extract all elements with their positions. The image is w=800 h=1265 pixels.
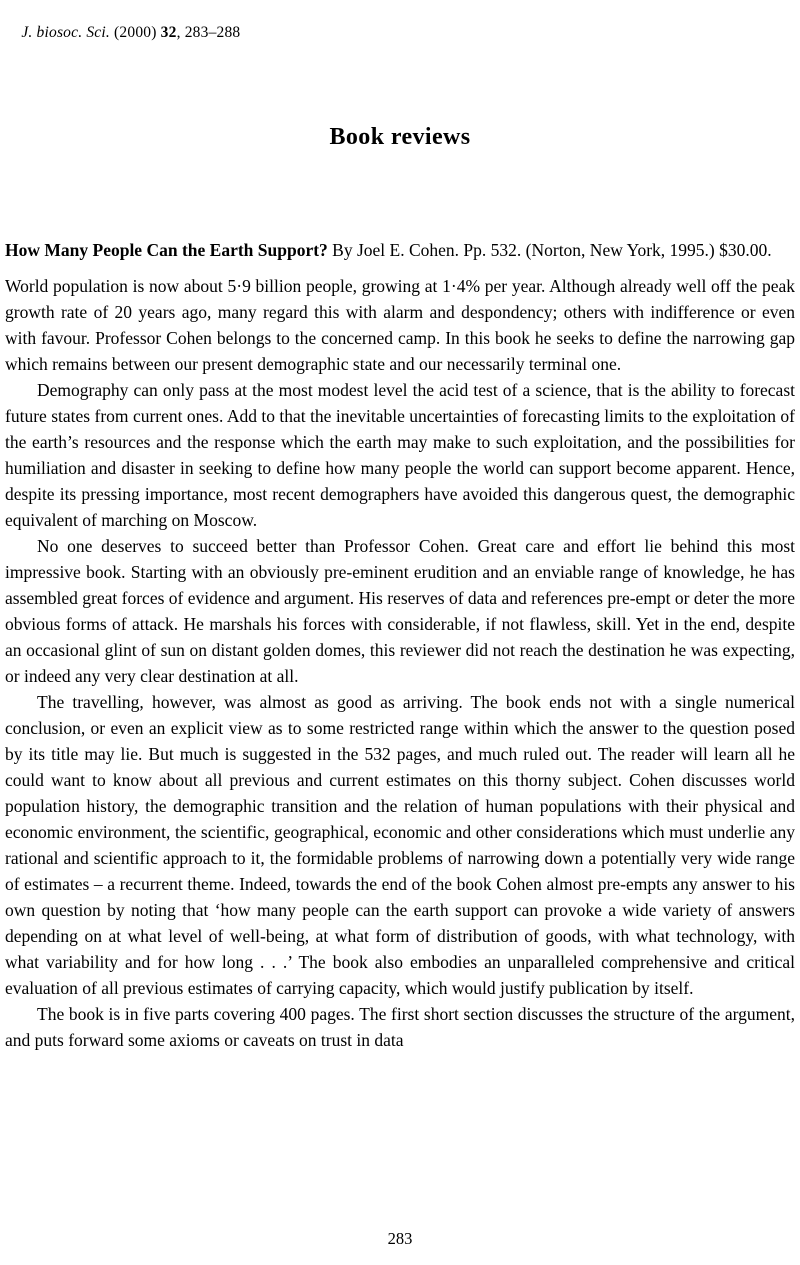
journal-volume: 32: [160, 24, 177, 41]
review-paragraph-1: World population is now about 5·9 billion people, growing at 1·4% per year. Although already well off the peak growth rate of 20 years ago, many regard this with alarm and despondency; others with indifference or even with favour. Professor Cohen belongs to the concerned camp. In this book he seeks to define the narrowing gap which remains between our present demographic state and our necessarily terminal one.: [5, 276, 795, 374]
book-publication-details: By Joel E. Cohen. Pp. 532. (Norton, New York, 1995.) $30.00.: [327, 240, 772, 260]
page-title: Book reviews: [329, 124, 471, 150]
book-title: How Many People Can the Earth Support?: [5, 240, 328, 260]
journal-pages: , 283–288: [176, 24, 241, 41]
journal-name: J. biosoc. Sci.: [21, 24, 110, 41]
review-paragraph-2: Demography can only pass at the most modest level the acid test of a science, that is the ability to forecast future states from current ones. Add to that the inevitable uncertainties of forecasting limits to the exploitation of the earth’s resources and the response which the earth may make to such exploitation, and the possibilities for humiliation and disaster in seeking to define how many people the world can support become apparent. Hence, despite its pressing importance, most recent demographers have avoided this dangerous quest, the demographic equivalent of marching on Moscow.: [5, 380, 795, 530]
review-heading: [5, 237, 795, 263]
review-paragraph-5: The book is in five parts covering 400 pages. The first short section discusses the structure of the argument, and puts forward some axioms or caveats on trust in data: [5, 1004, 795, 1050]
page-number: 283: [387, 1229, 413, 1248]
journal-citation: [5, 6, 795, 60]
journal-year: (2000): [109, 24, 161, 41]
review-paragraph-4: The travelling, however, was almost as good as arriving. The book ends not with a single numerical conclusion, or even an explicit view as to some restricted range within which the answer to the question posed by its title may lie. But much is suggested in the 532 pages, and much ruled out. The reader will learn all he could want to know about all previous and current estimates on this thorny subject. Cohen discusses world population history, the demographic transition and the relation of human populations with their physical and economic environment, the scientific, geographical, economic and other considerations which must underlie any rational and scientific approach to it, the formidable problems of narrowing down a potentially very wide range of estimates – a recurrent theme. Indeed, towards the end of the book Cohen almost pre-empts any answer to his own question by noting that ‘how many people can the earth support can provoke a wide variety of answers depending on at what level of well-being, at what form of distribution of goods, with what technology, with what variability and for how long . . .’ The book also embodies an unparalleled comprehensive and critical evaluation of all previous estimates of carrying capacity, which would justify publication by itself.: [5, 692, 795, 998]
review-paragraph-3: No one deserves to succeed better than Professor Cohen. Great care and effort lie behind this most impressive book. Starting with an obviously pre-eminent erudition and an enviable range of knowledge, he has assembled great forces of evidence and argument. His reserves of data and references pre-empt or deter the more obvious forms of attack. He marshals his forces with considerable, if not flawless, skill. Yet in the end, despite an occasional glint of sun on distant golden domes, this reviewer did not reach the destination he was expecting, or indeed any very clear destination at all.: [5, 536, 795, 686]
